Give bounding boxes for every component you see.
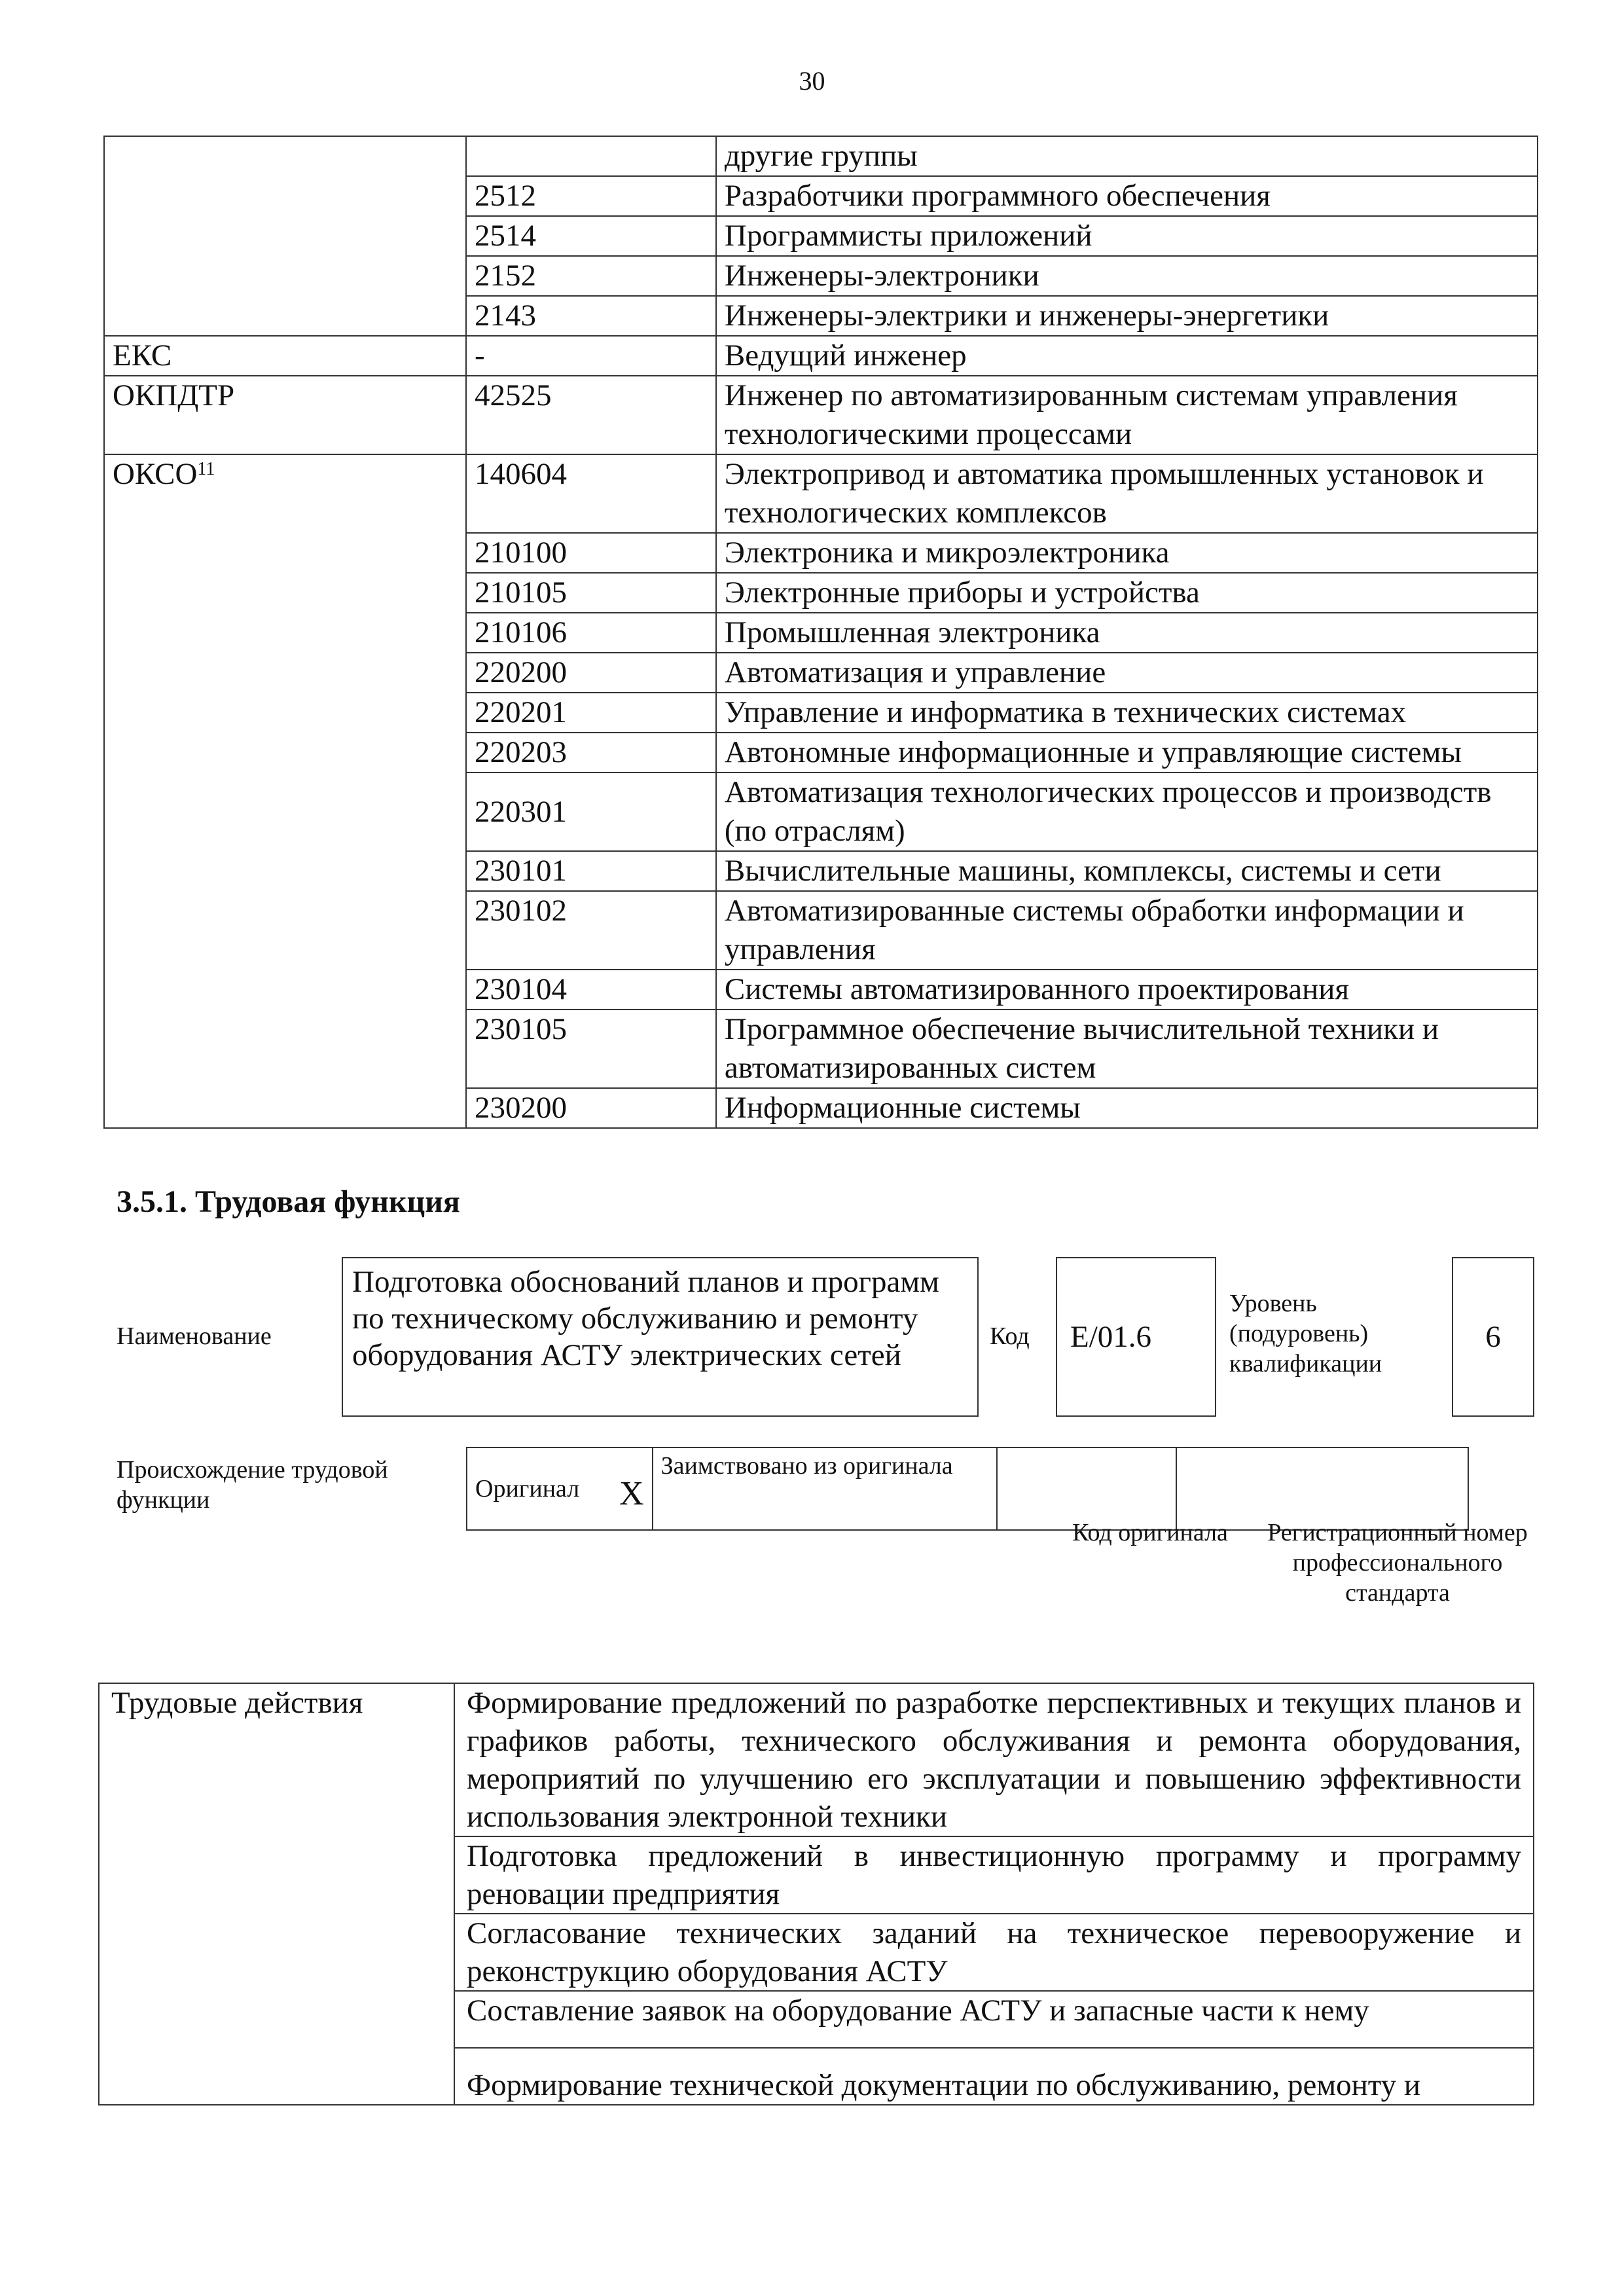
table-cell-code: 210106: [466, 613, 716, 653]
table-cell-system: ЕКС: [104, 336, 466, 376]
table-cell-name: Электропривод и автоматика промышленных установок и технологических комплексов: [716, 454, 1538, 533]
code-caption: Код оригинала: [1072, 1519, 1228, 1546]
labor-action: Формирование технической документации по обслуживанию, ремонту и: [454, 2048, 1534, 2105]
original-mark: X: [606, 1448, 653, 1530]
table-cell-code: 220203: [466, 733, 716, 773]
table-cell-code: 230200: [466, 1088, 716, 1128]
code-label: Код: [990, 1322, 1030, 1350]
table-cell-system: ОКПДТР: [104, 376, 466, 454]
table-row: [104, 336, 1538, 376]
table-cell-name: Разработчики программного обеспечения: [716, 176, 1538, 216]
table-cell-code: [466, 136, 716, 176]
table-cell-name: Системы автоматизированного проектирования: [716, 970, 1538, 1010]
function-name-box: Подготовка обоснований планов и программ по техническому обслуживанию и ремонту оборудования АСТУ электрических сетей: [342, 1257, 979, 1417]
table-cell-name: Информационные системы: [716, 1088, 1538, 1128]
labor-action: Согласование технических заданий на техническое перевооружение и реконструкцию оборудования АСТУ: [454, 1914, 1534, 1991]
page-number: 30: [799, 66, 825, 96]
table-cell-code: 210100: [466, 533, 716, 573]
table-cell-code: 2152: [466, 256, 716, 296]
table-cell-name: Электроника и микроэлектроника: [716, 533, 1538, 573]
table-cell-name: Инженер по автоматизированным системам управления технологическими процессами: [716, 376, 1538, 454]
table-cell-name: Автоматизированные системы обработки информации и управления: [716, 891, 1538, 970]
table-cell-name: Промышленная электроника: [716, 613, 1538, 653]
table-row: [104, 136, 1538, 176]
table-cell-system: [104, 136, 466, 336]
table-cell-code: 230104: [466, 970, 716, 1010]
table-cell-code: 230101: [466, 851, 716, 891]
name-label: Наименование: [117, 1322, 272, 1350]
table-cell-name: Программное обеспечение вычислительной техники и автоматизированных систем: [716, 1010, 1538, 1088]
table-cell-name: Инженеры-электрики и инженеры-энергетики: [716, 296, 1538, 336]
table-cell-code: 220201: [466, 693, 716, 733]
table-cell-code: 2514: [466, 216, 716, 256]
table-cell-code: 230102: [466, 891, 716, 970]
table-cell-code: -: [466, 336, 716, 376]
table-cell-system: [104, 454, 466, 1128]
table-cell-code: 42525: [466, 376, 716, 454]
table-cell-name: Электронные приборы и устройства: [716, 573, 1538, 613]
labor-action: Составление заявок на оборудование АСТУ и запасные части к нему: [454, 1991, 1534, 2048]
borrowed-label: Заимствовано из оригинала: [653, 1448, 997, 1530]
table-cell-code: 220200: [466, 653, 716, 693]
table-cell-name: Инженеры-электроники: [716, 256, 1538, 296]
labor-actions-label: Трудовые действия: [99, 1683, 454, 2105]
function-code-box: [1056, 1257, 1216, 1417]
labor-action: Формирование предложений по разработке перспективных и текущих планов и графиков работы, технического обслуживания и ремонта оборудования, мероприятий по улучшению его эксплуатации и повышению эффективности использования электронной техники: [454, 1683, 1534, 1836]
table-cell-name: Управление и информатика в технических системах: [716, 693, 1538, 733]
table-cell-name: Вычислительные машины, комплексы, системы и сети: [716, 851, 1538, 891]
table-cell-code: 230105: [466, 1010, 716, 1088]
table-cell-code: 210105: [466, 573, 716, 613]
table-cell-name: Ведущий инженер: [716, 336, 1538, 376]
qualification-level-box: [1452, 1257, 1534, 1417]
qualification-level-label: Уровень (подуровень) квалификации: [1229, 1290, 1382, 1377]
table-cell-name: Автоматизация технологических процессов и производств (по отраслям): [716, 773, 1538, 851]
table-row: [104, 376, 1538, 454]
function-code-value: E/01.6: [1070, 1320, 1152, 1354]
labor-action: Подготовка предложений в инвестиционную программу и программу реновации предприятия: [454, 1836, 1534, 1914]
registration-caption: Регистрационный номер профессионального стандарта: [1267, 1519, 1528, 1607]
qualification-level-value: 6: [1485, 1320, 1501, 1354]
footnote-ref: 11: [197, 459, 215, 479]
table-cell-name: другие группы: [716, 136, 1538, 176]
section-heading: 3.5.1. Трудовая функция: [117, 1184, 460, 1219]
table-row: [104, 454, 1538, 533]
original-label: Оригинал: [467, 1448, 606, 1530]
table-row: [99, 1683, 1534, 1836]
table-cell-code: 2512: [466, 176, 716, 216]
origin-label: Происхождение трудовой функции: [117, 1456, 388, 1514]
table-cell-code: 2143: [466, 296, 716, 336]
table-cell-name: Автоматизация и управление: [716, 653, 1538, 693]
classification-table: [103, 136, 1538, 1129]
table-cell-name: Программисты приложений: [716, 216, 1538, 256]
labor-actions-table: [98, 1683, 1534, 2105]
table-cell-code: 140604: [466, 454, 716, 533]
table-cell-code: 220301: [466, 773, 716, 851]
okso-label: ОКСО: [113, 457, 198, 491]
table-cell-name: Автономные информационные и управляющие системы: [716, 733, 1538, 773]
